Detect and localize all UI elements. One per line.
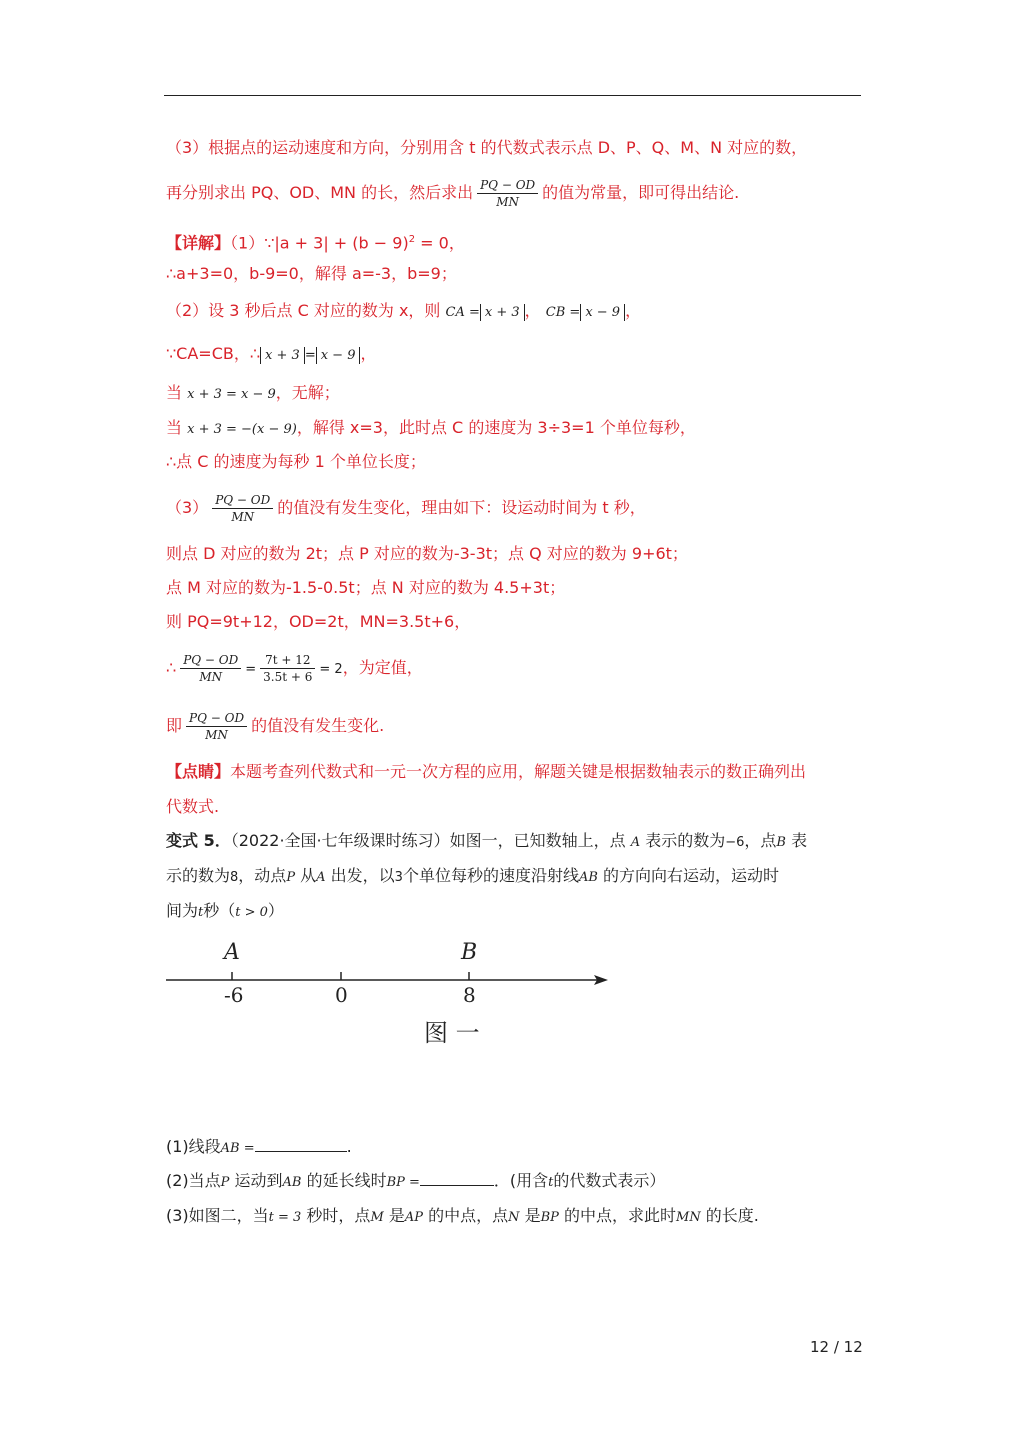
part3-text: 的值没有发生变化，理由如下：设运动时间为 t 秒， <box>277 498 646 517</box>
q3-text-c: 是 <box>388 1206 405 1225</box>
frac-numerator-5: PQ − OD <box>186 710 247 727</box>
speed-line <box>166 451 426 473</box>
q3-text-a: (3)如图二，当 <box>166 1206 269 1225</box>
q3-math: t = 3 <box>268 1210 302 1225</box>
part2-text: （2）设 3 秒后点 C 对应的数为 x，则 <box>166 301 441 320</box>
fraction-7t-over-35t <box>260 652 315 685</box>
part3-lengths: 则 PQ=9t+12，OD=2t，MN=3.5t+6， <box>166 612 471 631</box>
sep-b: ， <box>360 344 377 363</box>
sep-end: ， <box>625 301 642 320</box>
header-rule <box>164 95 861 96</box>
q2-point-p: P <box>220 1175 230 1190</box>
frac-numerator-3: PQ − OD <box>180 652 241 669</box>
q2-math: BP = <box>386 1175 420 1190</box>
t-condition: t > 0 <box>235 905 268 920</box>
part3-line-6 <box>166 708 384 744</box>
part3-line-4 <box>166 611 470 633</box>
detail-exponent: 2 <box>408 234 416 245</box>
hint-text-2b: 的值为常量，即可得出结论. <box>542 183 740 202</box>
q3-text-g: 的长度. <box>705 1206 759 1225</box>
q2-text-d: ．(用含 <box>493 1171 549 1190</box>
q3-text-e: 是 <box>524 1206 541 1225</box>
problem-line-1 <box>166 830 807 854</box>
q3-text-b: 秒时，点 <box>306 1206 371 1225</box>
frac-denominator-2: MN <box>231 510 255 524</box>
case1-when: 当 <box>166 383 183 402</box>
frac-denominator-3: MN <box>199 670 223 684</box>
question-3 <box>166 1205 759 1229</box>
q1-end: . <box>346 1137 352 1156</box>
q1-blank[interactable] <box>255 1137 347 1152</box>
equals: = <box>304 348 316 363</box>
q3-text-f: 的中点，求此时 <box>564 1206 677 1225</box>
problem-text-1d: 表 <box>791 831 808 850</box>
q2-text-c: 的延长线时 <box>306 1171 387 1190</box>
problem-line-3 <box>166 900 284 924</box>
case1-equation: x + 3 = x − 9 <box>187 387 276 402</box>
q3-text-d: 的中点，点 <box>428 1206 509 1225</box>
point-a-2: A <box>316 870 326 885</box>
part3-d-p-q: 则点 D 对应的数为 2t；点 P 对应的数为-3-3t；点 Q 对应的数为 9+6t； <box>166 544 688 563</box>
fraction-pqod-mn-3 <box>180 652 241 685</box>
q2-text-a: (2)当点 <box>166 1171 221 1190</box>
note-text-2: 代数式. <box>166 797 220 816</box>
case2-when: 当 <box>166 418 183 437</box>
problem-intro: （2022·全国·七年级课时练习）如图一，已知数轴上，点 <box>230 831 626 850</box>
note-line-1 <box>166 761 806 783</box>
q3-point-n: N <box>508 1210 520 1225</box>
part3-label: （3） <box>166 498 209 517</box>
problem-text-2d: 出发，以 <box>330 866 395 885</box>
hence: 即 <box>166 716 183 735</box>
cb-label: CB = <box>545 305 581 320</box>
note-line-2 <box>166 796 219 818</box>
case1-result: ，无解； <box>275 383 340 402</box>
frac-denominator-4: 3.5t + 6 <box>263 670 313 684</box>
abs-x-plus-3-b: x + 3 <box>260 347 305 364</box>
part3-m-n: 点 M 对应的数为-1.5-0.5t；点 N 对应的数为 4.5+3t； <box>166 578 566 597</box>
q3-bp: BP <box>540 1210 559 1225</box>
part3-line-2 <box>166 543 688 565</box>
hint-text-1: （3）根据点的运动速度和方向，分别用含 t 的代数式表示点 D、P、Q、M、N 对应的数， <box>166 138 808 157</box>
detail-eq: （1）∵|a + 3| + (b − 9) <box>230 233 409 253</box>
value-a: −6 <box>725 835 745 850</box>
therefore: ∴ <box>166 658 177 677</box>
q2-text-b: 运动到 <box>234 1171 283 1190</box>
problem-text-3c: ） <box>267 901 284 920</box>
problem-text-1c: ，点 <box>744 831 777 850</box>
point-p: P <box>286 870 296 885</box>
question-2 <box>166 1170 665 1194</box>
value-b: 8 <box>230 870 239 885</box>
part2-line-1 <box>166 300 641 324</box>
ca-cb-text: ∵CA=CB，∴ <box>166 344 261 363</box>
part3-line-3 <box>166 577 565 599</box>
fraction-pqod-mn-4 <box>186 710 247 743</box>
note-tag: 【点睛】 <box>166 762 231 781</box>
frac-denominator-5: MN <box>205 728 228 742</box>
constant-text: ，为定值， <box>342 658 423 677</box>
tick-label-0: 0 <box>335 983 348 1007</box>
problem-text-1b: 表示的数为 <box>645 831 726 850</box>
hint-line-2 <box>166 176 739 210</box>
frac-numerator-2: PQ − OD <box>212 492 273 509</box>
ray-ab: AB <box>578 870 598 885</box>
q2-ab: AB <box>282 1175 302 1190</box>
frac-numerator: PQ − OD <box>477 177 538 194</box>
note-text: 本题考查列代数式和一元一次方程的应用，解题关键是根据数轴表示的数正确列出 <box>230 762 807 781</box>
hint-line-1 <box>166 137 807 159</box>
problem-text-3b: 秒（ <box>203 901 236 920</box>
problem-text-2a: 示的数为 <box>166 866 231 885</box>
sep: ， <box>524 301 541 320</box>
equals-2: = <box>245 662 257 677</box>
frac-denominator: MN <box>496 195 520 209</box>
label-b: B <box>461 940 478 965</box>
fraction-pqod-mn <box>477 177 538 210</box>
detail-tag: 【详解】 <box>166 233 231 253</box>
case2-result: ，解得 x=3，此时点 C 的速度为 3÷3=1 个单位每秒， <box>296 418 696 437</box>
problem-text-2c: 从 <box>300 866 317 885</box>
point-a: A <box>630 835 641 850</box>
equals-two: = 2 <box>319 662 343 677</box>
q3-point-m: M <box>370 1210 384 1225</box>
q2-blank[interactable] <box>420 1171 494 1186</box>
ca-label: CA = <box>445 305 480 320</box>
tick-label-neg6: -6 <box>224 983 244 1007</box>
detail-line-1 <box>166 229 465 254</box>
part2-line-2 <box>166 343 377 367</box>
point-b: B <box>776 835 786 850</box>
var-t: t <box>198 905 204 920</box>
problem-line-2 <box>166 865 779 889</box>
problem-text-2e: 个单位每秒的速度沿射线 <box>402 866 579 885</box>
case1-line <box>166 382 340 406</box>
page-number: 12 / 12 <box>810 1338 863 1356</box>
abs-x-minus-9-b: x − 9 <box>316 347 361 364</box>
detail-line-2 <box>166 263 457 285</box>
q3-ap: AP <box>404 1210 423 1225</box>
speed-text: ∴点 C 的速度为每秒 1 个单位长度； <box>166 452 426 471</box>
part3-line-5 <box>166 650 423 688</box>
speed-value: 3 <box>394 870 403 885</box>
frac-numerator-4: 7t + 12 <box>260 652 315 669</box>
figure-caption: 图 一 <box>424 1019 480 1047</box>
abs-x-plus-3: x + 3 <box>480 304 525 321</box>
number-line-figure <box>160 935 620 1055</box>
no-change-text: 的值没有发生变化. <box>251 716 385 735</box>
q1-math: AB = <box>220 1141 255 1156</box>
q2-var-t: t <box>548 1175 554 1190</box>
q3-mn: MN <box>676 1210 701 1225</box>
problem-text-2b: ，动点 <box>238 866 287 885</box>
q2-text-e: 的代数式表示） <box>553 1171 666 1190</box>
case2-equation: x + 3 = −(x − 9) <box>187 422 297 437</box>
detail-eq-end: = 0， <box>415 233 465 253</box>
abs-x-minus-9: x − 9 <box>580 304 625 321</box>
question-1 <box>166 1136 352 1160</box>
part3-line-1 <box>166 490 646 526</box>
q1-text: (1)线段 <box>166 1137 221 1156</box>
case2-line <box>166 417 696 441</box>
problem-text-3a: 间为 <box>166 901 199 920</box>
problem-text-2f: 的方向向右运动，运动时 <box>603 866 780 885</box>
detail-result: ∴a+3=0，b-9=0，解得 a=-3，b=9； <box>166 264 457 283</box>
problem-title: 变式 5． <box>166 831 231 850</box>
hint-text-2a: 再分别求出 PQ、OD、MN 的长，然后求出 <box>166 183 474 202</box>
fraction-pqod-mn-2 <box>212 492 273 525</box>
tick-label-8: 8 <box>463 983 476 1007</box>
label-a: A <box>224 940 240 965</box>
